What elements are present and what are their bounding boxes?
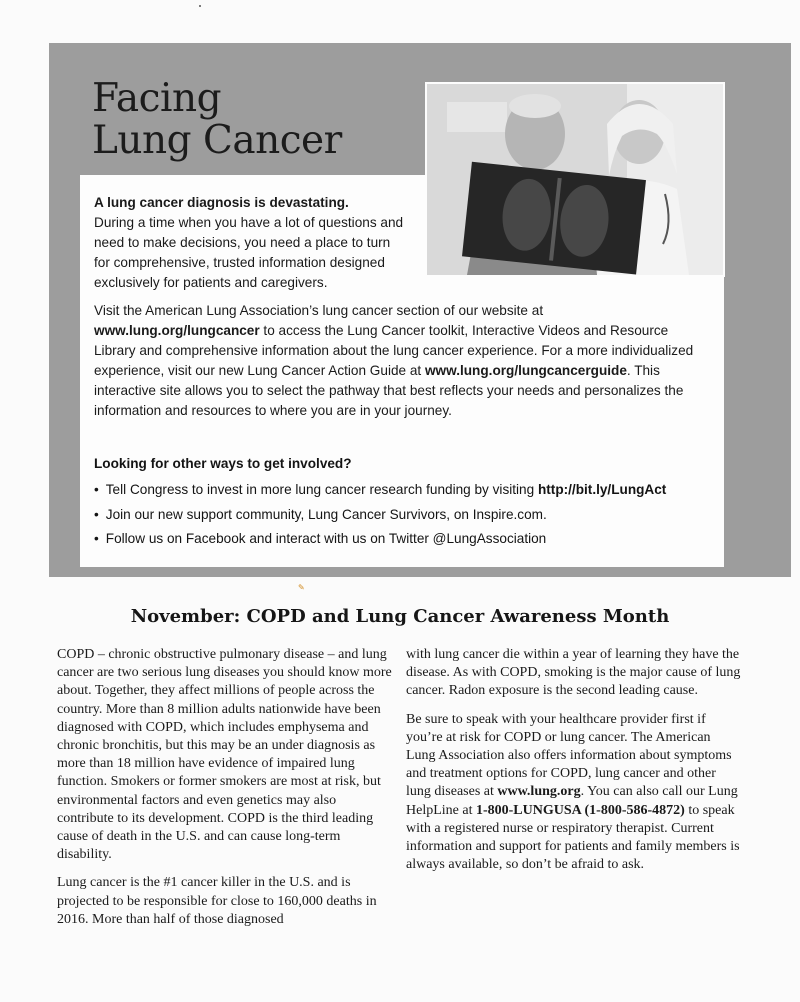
right-column: [406, 646, 742, 884]
visit-text-1: Visit the American Lung Association’s lung cancer section of our website at: [94, 303, 544, 318]
list-item: [94, 503, 734, 528]
provider-text-2: . You can also call our Lung HelpLine at: [406, 784, 738, 818]
lung-cancer-paragraph: Lung cancer is the #1 cancer killer in the U.S. and is projected to be responsible for close to 160,000 deaths in 2016. More than half of those diagnosed: [57, 875, 377, 927]
visit-paragraph: [94, 301, 706, 421]
helpline-phone[interactable]: 1-800-LUNGUSA (1-800-586-4872): [475, 802, 685, 818]
lungcancerguide-link[interactable]: www.lung.org/lungcancerguide: [424, 363, 627, 378]
lungact-link[interactable]: http://bit.ly/LungAct: [537, 482, 667, 497]
intro-lead: A lung cancer diagnosis is devastating.: [94, 195, 349, 210]
page-title: [92, 78, 342, 162]
lung-org-link[interactable]: www.lung.org: [497, 784, 581, 800]
awareness-title: November: COPD and Lung Cancer Awareness Month: [130, 606, 670, 627]
visit-text-2: to access the Lung Cancer toolkit, Interactive Videos and Resource Library and comprehensive information about the lung cancer experience. For a more individualized experience, visit our new Lung Cancer Action Guide at: [94, 323, 694, 378]
visit-text-3: . This interactive site allows you to select the pathway that best reflects your needs and personalizes the information and resources to where you are in your journey.: [94, 363, 684, 418]
photo-illustration: [427, 84, 723, 275]
pencil-mark-icon: ✎: [298, 583, 305, 592]
intro-paragraph: [94, 193, 409, 293]
involved-list: [94, 478, 734, 552]
list-item: [94, 527, 734, 552]
bullet-2-text: Join our new support community, Lung Cancer Survivors, on Inspire.com.: [105, 506, 547, 522]
list-item: [94, 478, 734, 503]
intro-text: During a time when you have a lot of questions and need to make decisions, you need a place to turn for comprehensive, trusted information designed exclusively for patients and caregivers.: [94, 215, 404, 290]
bullet-1-text: Tell Congress to invest in more lung cancer research funding by visiting: [105, 482, 538, 497]
scan-speck: [199, 5, 201, 7]
provider-text-1: Be sure to speak with your healthcare provider first if you’re at risk for COPD or lung cancer. The American Lung Association also offers information about symptoms and treatment options for COPD, lung cancer and other lung diseases at: [406, 711, 732, 800]
title-line-2: Lung Cancer: [92, 118, 342, 163]
involved-heading: Looking for other ways to get involved?: [94, 456, 352, 471]
lungcancer-link[interactable]: www.lung.org/lungcancer: [94, 323, 260, 338]
bullet-3-text: Follow us on Facebook and interact with us on Twitter @LungAssociation: [105, 531, 547, 546]
copd-paragraph: COPD – chronic obstructive pulmonary disease – and lung cancer are two serious lung diseases you should know more about. Together, they affect millions of people across the country. More than 8 million adults nationwide have been diagnosed with COPD, which includes emphysema and chronic bronchitis, but this may be an under diagnosis as more than 18 million have evidence of impaired lung function. Smokers or former smokers are most at risk, but environmental factors and even genetics may also contribute to its development. COPD is the third leading cause of death in the U.S. and can cause long-term disability.: [57, 647, 392, 863]
title-line-1: Facing: [92, 76, 222, 121]
continued-paragraph: with lung cancer die within a year of learning they have the disease. As with COPD, smoking is the major cause of lung cancer. Radon exposure is the second leading cause.: [406, 647, 741, 699]
doctor-patient-photo: [425, 82, 725, 277]
provider-text-3: to speak with a registered nurse or respiratory therapist. Current information and support for patients and family members is always available, so don’t be afraid to ask.: [406, 802, 740, 873]
left-column: [57, 646, 395, 939]
provider-paragraph: [406, 711, 742, 875]
